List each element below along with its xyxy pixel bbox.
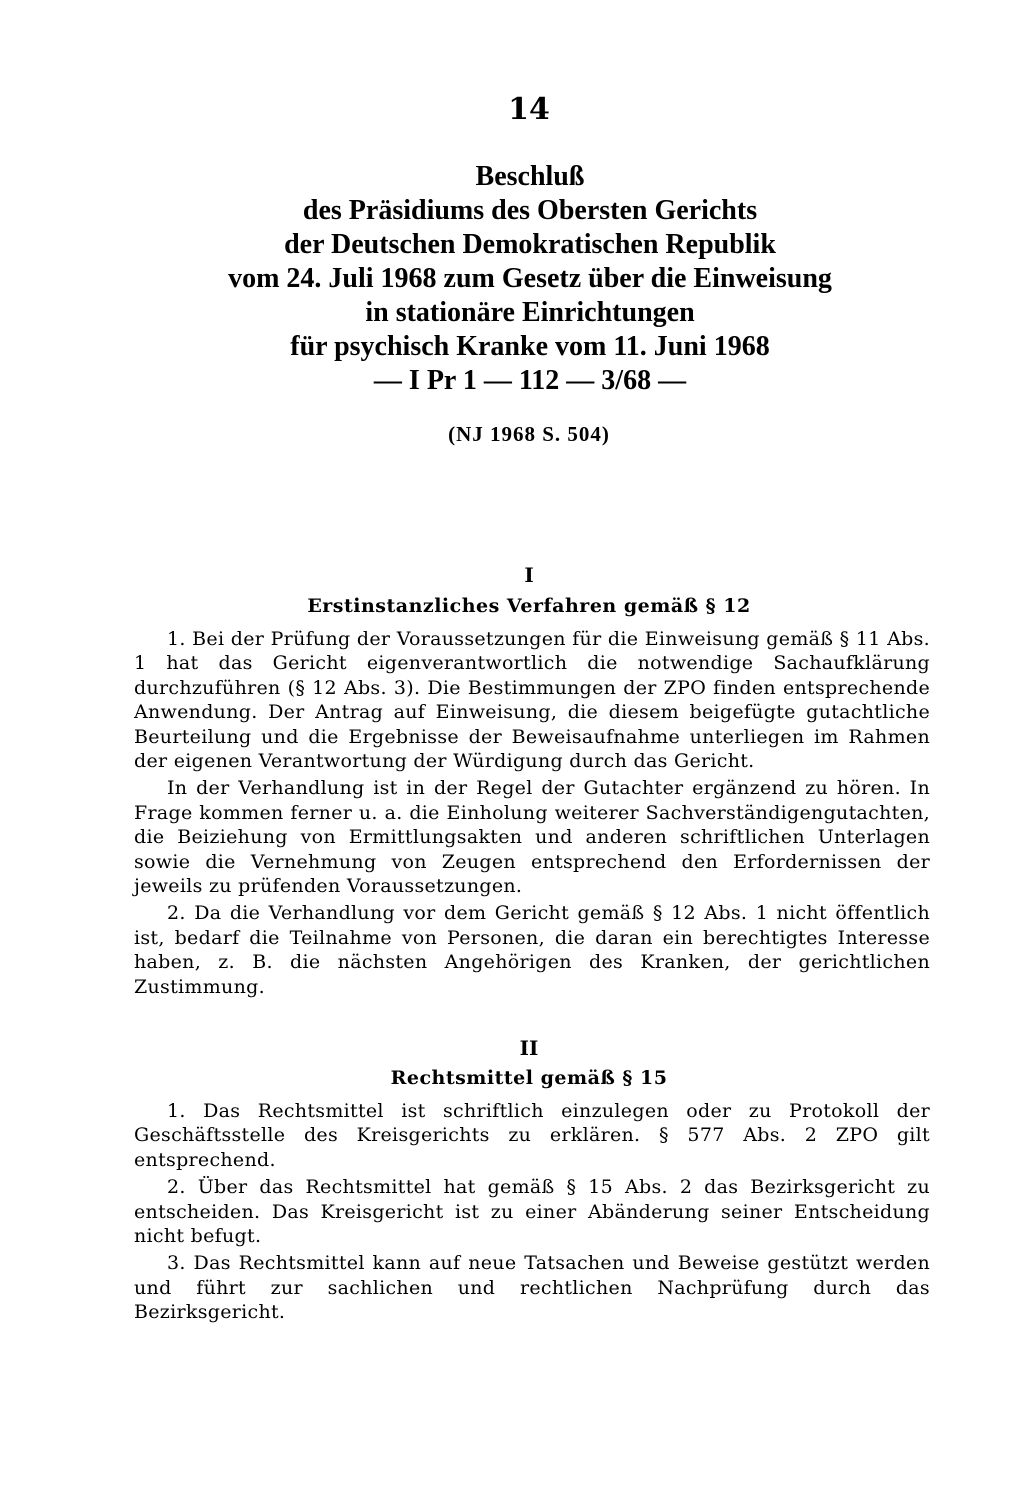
page-number: 14 — [508, 92, 550, 127]
paragraph: 1. Bei der Prüfung der Voraussetzungen für die Einweisung gemäß § 11 Abs. 1 hat das Gericht eigenverantwortlich die notwendige Sachaufklärung durchzuführen (§ 12 Abs. 3). Die Bestimmungen der ZPO finden entsprechende Anwendung. Der Antrag auf Einweisung, die diesem beigefügte gutachtliche Beurteilung und die Ergebnisse der Beweisaufnahme unterliegen im Rahmen der eigenen Verantwortung der Würdigung durch das Gericht. — [134, 628, 930, 773]
title-line: für psychisch Kranke vom 11. Juni 1968 — [290, 331, 770, 362]
section-body — [134, 627, 930, 999]
paragraph: In der Verhandlung ist in der Regel der Gutachter ergänzend zu hören. In Frage kommen ferner u. a. die Einholung weiterer Sachverständigengutachten, die Beiziehung von Ermittlungsakten und anderen schriftlichen Unterlagen sowie die Vernehmung von Zeugen entsprechend den Erfordernissen der jeweils zu prüfenden Voraussetzungen. — [134, 777, 930, 898]
section-heading: Erstinstanzliches Verfahren gemäß § 12 — [307, 595, 751, 617]
title-line: Beschluß — [475, 161, 585, 192]
section-number: I — [524, 563, 534, 587]
section-number: II — [519, 1036, 539, 1060]
paragraph: 1. Das Rechtsmittel ist schriftlich einzulegen oder zu Protokoll der Geschäftsstelle des Kreisgerichts zu erklären. § 577 Abs. 2 ZPO gilt entsprechend. — [134, 1100, 930, 1171]
citation: (NJ 1968 S. 504) — [448, 422, 610, 446]
title-line: — I Pr 1 — 112 — 3/68 — — [373, 365, 687, 396]
title-line: vom 24. Juli 1968 zum Gesetz über die Einweisung — [228, 263, 832, 294]
paragraph: 2. Da die Verhandlung vor dem Gericht gemäß § 12 Abs. 1 nicht öffentlich ist, bedarf die Teilnahme von Personen, die daran ein berechtigtes Interesse haben, z. B. die nächsten Angehörigen des Kranken, der gerichtlichen Zustimmung. — [134, 902, 930, 998]
paragraph: 3. Das Rechtsmittel kann auf neue Tatsachen und Beweise gestützt werden und führt zur sachlichen und rechtlichen Nachprüfung durch das Bezirksgericht. — [134, 1252, 930, 1324]
document-title — [100, 160, 960, 398]
title-line: des Präsidiums des Obersten Gerichts — [302, 195, 758, 226]
title-line: in stationäre Einrichtungen — [365, 297, 695, 328]
section-body — [134, 1099, 930, 1325]
title-line: der Deutschen Demokratischen Republik — [284, 229, 776, 260]
section-heading: Rechtsmittel gemäß § 15 — [390, 1067, 668, 1089]
paragraph: 2. Über das Rechtsmittel hat gemäß § 15 Abs. 2 das Bezirksgericht zu entscheiden. Das Kreisgericht ist zu einer Abänderung seiner Entscheidung nicht befugt. — [134, 1176, 930, 1248]
